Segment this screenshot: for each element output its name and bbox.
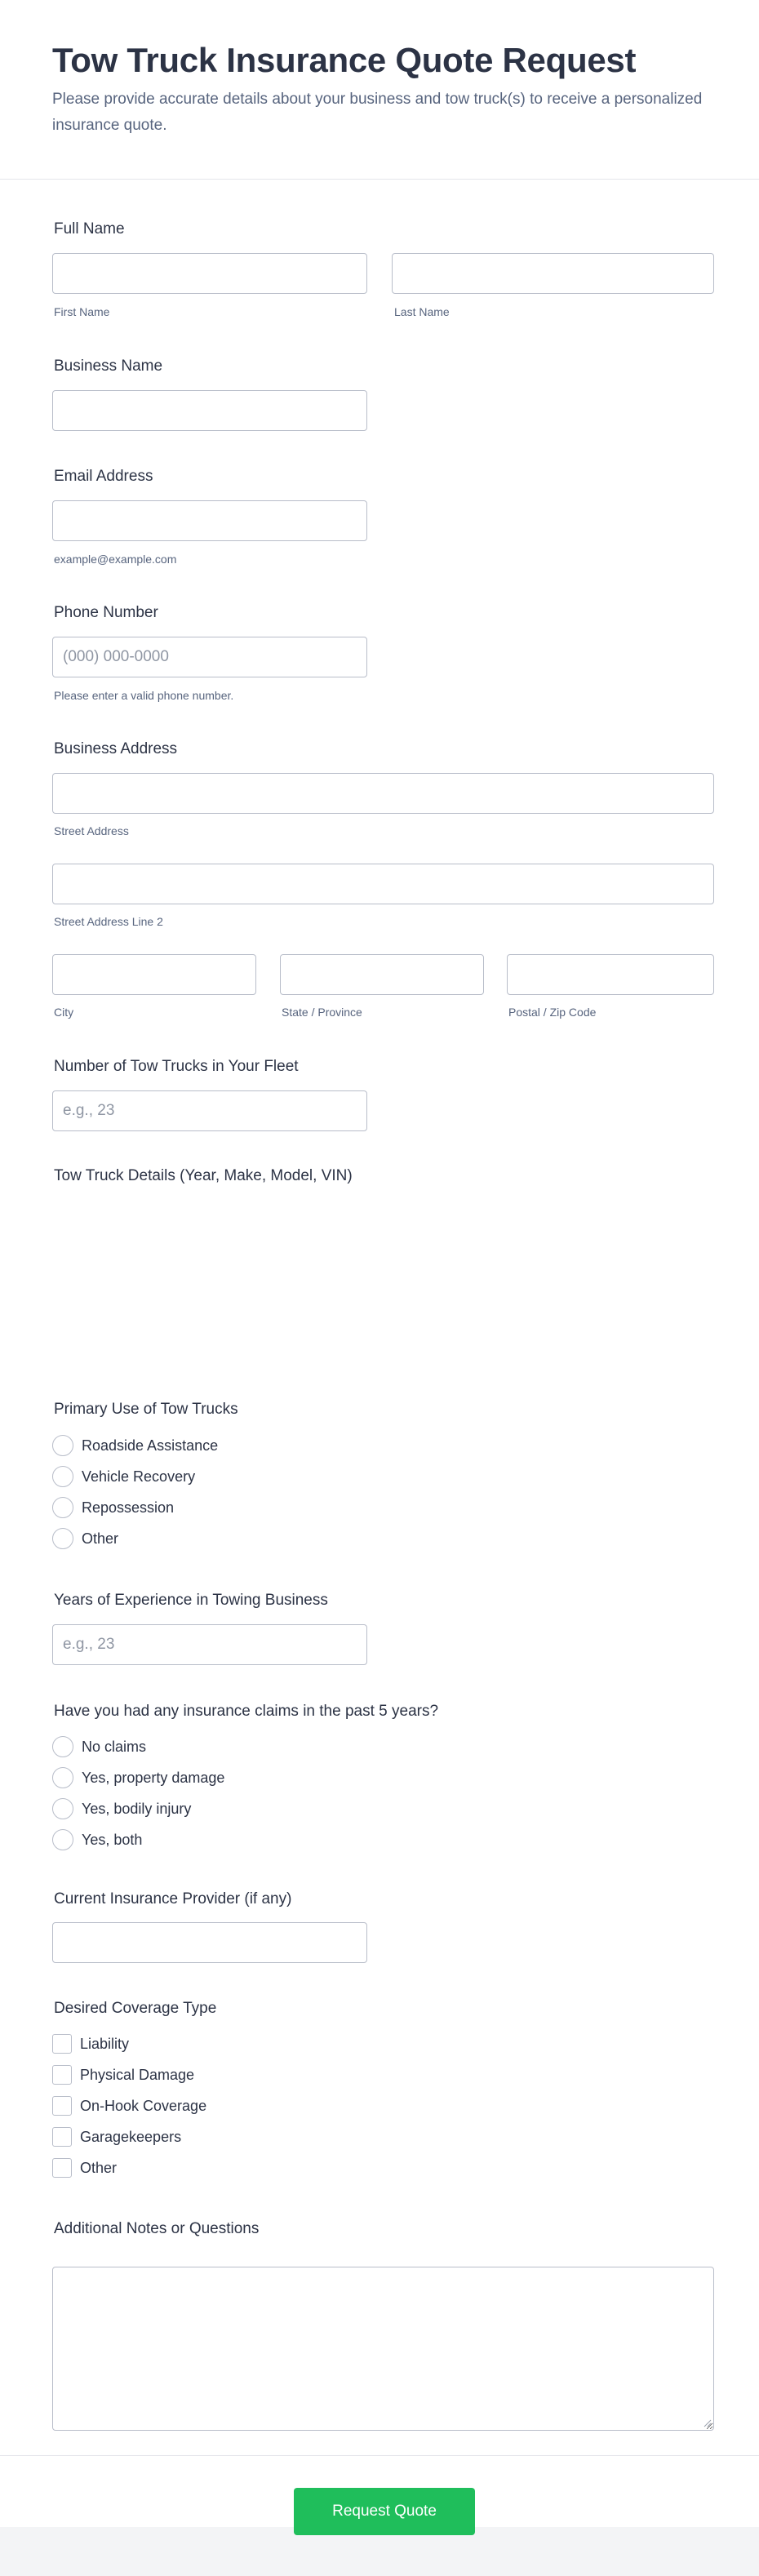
option-label: Yes, bodily injury xyxy=(82,1800,192,1817)
experience-input[interactable] xyxy=(52,1624,367,1665)
email-sublabel: example@example.com xyxy=(54,553,177,566)
address-label: Business Address xyxy=(54,740,178,757)
option-label: On-Hook Coverage xyxy=(80,2097,207,2114)
zip-sublabel: Postal / Zip Code xyxy=(508,1006,597,1019)
request-quote-button[interactable]: Request Quote xyxy=(294,2488,475,2535)
claims-option[interactable] xyxy=(52,1766,224,1789)
business-name-label: Business Name xyxy=(54,358,163,375)
option-label: Yes, both xyxy=(82,1831,143,1848)
phone-sublabel: Please enter a valid phone number. xyxy=(54,689,234,702)
option-label: Garagekeepers xyxy=(80,2128,182,2145)
option-label: Yes, property damage xyxy=(82,1769,225,1786)
radio-circle-icon[interactable] xyxy=(52,1528,73,1549)
form-header xyxy=(0,0,759,180)
checkbox-square-icon[interactable] xyxy=(52,2096,72,2116)
option-label: Other xyxy=(82,1530,119,1547)
claims-option[interactable] xyxy=(52,1735,146,1758)
last-name-sublabel: Last Name xyxy=(394,305,450,318)
checkbox-square-icon[interactable] xyxy=(52,2034,72,2054)
fleet-count-label: Number of Tow Trucks in Your Fleet xyxy=(54,1058,299,1075)
zip-input[interactable] xyxy=(507,954,714,995)
state-input[interactable] xyxy=(280,954,484,995)
experience-label: Years of Experience in Towing Business xyxy=(54,1592,328,1609)
option-label: Other xyxy=(80,2159,118,2176)
footer-divider xyxy=(0,2455,759,2456)
city-sublabel: City xyxy=(54,1006,74,1019)
last-name-input[interactable] xyxy=(392,253,714,294)
first-name-sublabel: First Name xyxy=(54,305,110,318)
checkbox-square-icon[interactable] xyxy=(52,2065,72,2085)
claims-option[interactable] xyxy=(52,1828,142,1851)
option-label: No claims xyxy=(82,1738,147,1755)
option-label: Liability xyxy=(80,2035,130,2052)
checkbox-square-icon[interactable] xyxy=(52,2127,72,2147)
fleet-count-input[interactable] xyxy=(52,1090,367,1131)
coverage-option[interactable] xyxy=(52,2063,194,2086)
phone-label: Phone Number xyxy=(54,604,158,621)
form-subtitle: Please provide accurate details about your business and tow truck(s) to receive a personalized insurance quote. xyxy=(52,91,703,134)
street-address-input[interactable] xyxy=(52,773,714,814)
notes-textarea[interactable] xyxy=(52,2267,714,2431)
radio-circle-icon[interactable] xyxy=(52,1736,73,1757)
radio-circle-icon[interactable] xyxy=(52,1497,73,1518)
radio-circle-icon[interactable] xyxy=(52,1798,73,1819)
coverage-option[interactable] xyxy=(52,2125,181,2148)
street-address-line2-input[interactable] xyxy=(52,864,714,904)
notes-label: Additional Notes or Questions xyxy=(54,2220,260,2237)
coverage-label: Desired Coverage Type xyxy=(54,2000,217,2017)
radio-circle-icon[interactable] xyxy=(52,1466,73,1487)
truck-details-label: Tow Truck Details (Year, Make, Model, VIN) xyxy=(54,1167,353,1184)
first-name-input[interactable] xyxy=(52,253,367,294)
option-label: Vehicle Recovery xyxy=(82,1468,196,1485)
coverage-option[interactable] xyxy=(52,2032,129,2055)
option-label: Roadside Assistance xyxy=(82,1437,219,1454)
state-sublabel: State / Province xyxy=(282,1006,362,1019)
primary-use-option[interactable] xyxy=(52,1434,218,1457)
email-input[interactable] xyxy=(52,500,367,541)
business-name-input[interactable] xyxy=(52,390,367,431)
truck-details-area xyxy=(52,1200,714,1379)
checkbox-square-icon[interactable] xyxy=(52,2158,72,2178)
option-label: Physical Damage xyxy=(80,2066,195,2083)
street-address-sublabel: Street Address xyxy=(54,824,129,837)
full-name-label: Full Name xyxy=(54,220,125,238)
option-label: Repossession xyxy=(82,1499,175,1516)
street-address-line2-sublabel: Street Address Line 2 xyxy=(54,915,163,928)
primary-use-option[interactable] xyxy=(52,1527,118,1550)
primary-use-label: Primary Use of Tow Trucks xyxy=(54,1401,238,1418)
current-provider-input[interactable] xyxy=(52,1922,367,1963)
primary-use-option[interactable] xyxy=(52,1465,195,1488)
claims-label: Have you had any insurance claims in the past 5 years? xyxy=(54,1703,439,1720)
coverage-option[interactable] xyxy=(52,2156,117,2179)
current-provider-label: Current Insurance Provider (if any) xyxy=(54,1890,292,1908)
claims-option[interactable] xyxy=(52,1797,191,1820)
radio-circle-icon[interactable] xyxy=(52,1435,73,1456)
radio-circle-icon[interactable] xyxy=(52,1767,73,1788)
form-title: Tow Truck Insurance Quote Request xyxy=(52,41,637,79)
coverage-option[interactable] xyxy=(52,2094,206,2117)
radio-circle-icon[interactable] xyxy=(52,1829,73,1850)
primary-use-option[interactable] xyxy=(52,1496,174,1519)
city-input[interactable] xyxy=(52,954,256,995)
email-label: Email Address xyxy=(54,468,153,485)
phone-input[interactable] xyxy=(52,637,367,677)
